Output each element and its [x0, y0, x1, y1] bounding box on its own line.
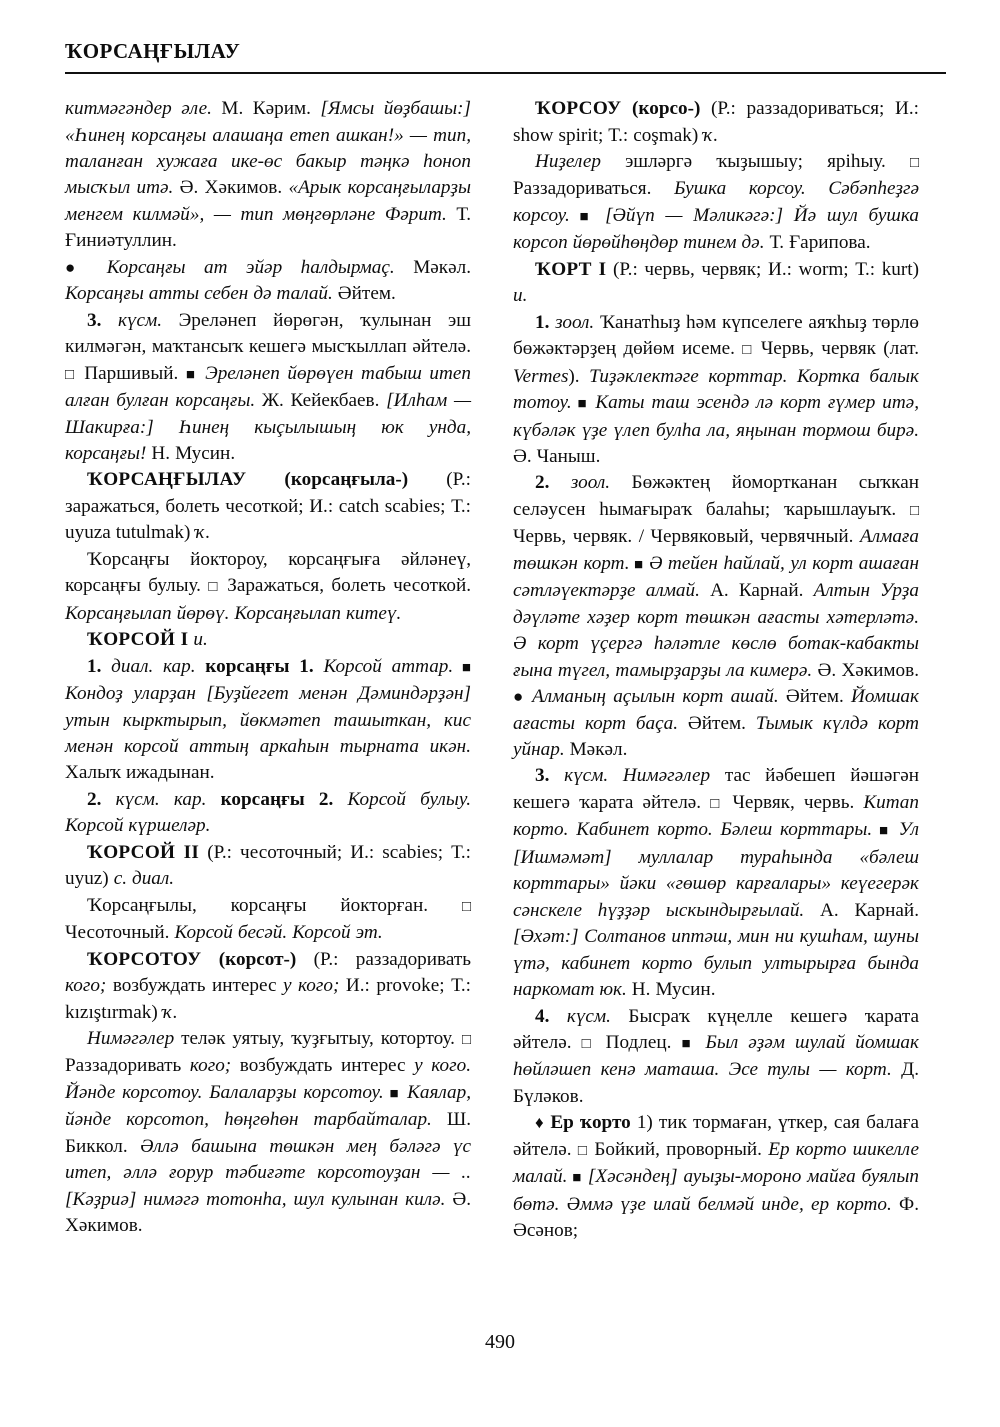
- gloss-text: Ҡанатһыҙ һәм күпселеге аяҡһыҙ төрлө бөжәктәрҙең дөйөм исеме.: [513, 311, 920, 360]
- example-text: Корсаңғы ат эйәр һалдырмаç.: [106, 256, 395, 278]
- example-text: Тиҙәклектәге корттар. Кортка балык тотоу.: [513, 365, 919, 414]
- left-sense-block: [65, 1026, 471, 1240]
- gloss-text: (Р.: раззадоривать: [296, 948, 472, 970]
- example-text: Кондоҙ уларҙан [Буҙйегет менән Дәминдәрҙән] утын кырктырып, йөкмәтеп ташыткан, кис менән корсой аттың аркаһын тырната икән.: [65, 683, 471, 757]
- gloss-text: Червяк, червь.: [723, 791, 864, 813]
- example-text: Корсой аттар.: [313, 655, 454, 677]
- marker-dot: ●: [513, 687, 533, 707]
- left-entry-block: [65, 467, 471, 546]
- bold-reference: Ер ҡорто: [550, 1112, 631, 1134]
- gloss-text: Әйтем.: [332, 283, 396, 305]
- marker-sq-filled: ■: [571, 396, 589, 413]
- example-text: Алманың аçылын корт ашай.: [532, 686, 779, 708]
- bold-reference: корсаңғы 2.: [206, 788, 334, 810]
- bold-reference: корсаңғы 1.: [195, 655, 314, 677]
- running-head: ҠОРСАҢҒЫЛАУ: [65, 39, 241, 63]
- gloss-text: возбуждать интерес: [106, 975, 284, 997]
- example-text: диал. кар.: [101, 655, 196, 677]
- right-sense-block: [513, 1004, 919, 1111]
- gloss-text: эшләргә ҡыҙышыу; яріһыу.: [600, 151, 910, 172]
- headword: ҠОРСАҢҒЫЛАУ: [87, 469, 247, 491]
- example-text: Нимәгәлер: [87, 1027, 175, 1049]
- example-text: Йомшак ағасты корт баça.: [513, 686, 920, 734]
- sense-number: 1.: [87, 655, 102, 677]
- running-head-rule: [65, 72, 946, 74]
- marker-sq-open: □: [909, 155, 919, 171]
- gloss-text: М. Кәрим.: [211, 98, 321, 120]
- gloss-text: ).: [568, 365, 590, 387]
- example-text: Корсаңғылап йөрөү. Корсаңғылап китеү.: [65, 602, 402, 624]
- marker-sq-filled: ■: [872, 823, 891, 840]
- example-text: [Илһам — Шакирға:] Һинең кыçылышың юк унда, корсаңғы!: [65, 390, 472, 464]
- example-text: Алмаға төшкән корт.: [513, 526, 919, 574]
- marker-sq-filled: ■: [569, 208, 595, 225]
- gloss-text: Ә. Хәкимов.: [65, 1188, 471, 1237]
- gloss-text: Ф. Әсәнов;: [513, 1193, 920, 1242]
- left-continuation-block: [65, 96, 471, 255]
- example-text: Каты таш эсендә лә корт ғүмер итә, күбәләк үҙе үлеп булһа ла, яңынан тормош бирә.: [513, 392, 919, 441]
- right-entry-block: [513, 96, 919, 149]
- gloss-text: Н. Мусин.: [626, 979, 716, 1001]
- gloss-text: И.: provoke; Т.: kızıştırmak): [65, 975, 472, 1023]
- example-text: ҡ.: [703, 124, 719, 146]
- right-entry-block: [513, 257, 919, 310]
- example-text: күсм. Нимәгәлер: [549, 765, 711, 787]
- marker-dot: ●: [65, 257, 107, 277]
- example-text: Эреләнеп йөрөүен табыш итеп алған булған корсаңғы.: [65, 362, 471, 412]
- headword-stem: (корсо-): [621, 98, 701, 120]
- example-text: и.: [513, 285, 528, 307]
- example-text: у кого. Йәнде корсотоу. Балаларҙы корсотоу.: [65, 1055, 471, 1103]
- example-text: Китап корто. Кабинет корто. Бәлеш корттары.: [513, 791, 919, 841]
- gloss-text: возбуждать интерес: [231, 1055, 415, 1077]
- gloss-text: А. Карнай.: [699, 580, 814, 602]
- example-text: китмәгәндер әле.: [65, 98, 212, 120]
- gloss-text: Д. Бүләков.: [513, 1059, 919, 1107]
- two-column-body: [65, 96, 945, 1244]
- marker-sq-open: □: [461, 898, 471, 915]
- gloss-text: Ж. Кейекбаев.: [255, 390, 387, 412]
- left-sense-block: [65, 308, 471, 468]
- left-entry-block: [65, 947, 471, 1026]
- example-text: кого;: [189, 1055, 232, 1077]
- example-text: күсм. кар.: [101, 788, 207, 810]
- example-text: Бушка корсоу. Сәбәпһеҙгә корсоу.: [513, 178, 920, 226]
- right-column: [513, 96, 919, 1244]
- gloss-text: Подлец.: [595, 1031, 682, 1053]
- gloss-text: А. Карнай.: [804, 899, 919, 921]
- example-text: Ер корто шикелле малай.: [513, 1138, 919, 1188]
- gloss-text: Эреләнеп йөрөгән, ҡулынан эш килмәгән, маҡтансыҡ кешегә мысҡыллап әйтелә.: [65, 309, 471, 358]
- example-text: Ул [Ишмәмәт] муллалар тураһында «бәлеш корттары» йәки «гөшөр карғалары» кеүегерәк сәнскеле һүҙҙәр ыскындырғылай.: [513, 819, 919, 921]
- example-text: у кого;: [283, 975, 340, 997]
- example-text: [Ямсы йөҙбашы:] «Һинең корсаңғы алашаңа етеп ашкан!»: [65, 98, 471, 146]
- gloss-text: Ш. Биккол.: [65, 1109, 472, 1157]
- example-text: и.: [188, 629, 208, 651]
- marker-sq-filled: ■: [383, 1085, 401, 1102]
- left-sense-block: [65, 893, 471, 947]
- marker-sq-filled: ■: [681, 1035, 696, 1052]
- gloss-text: 1) тик тормаған, үткер, сая балаға әйтелә.: [513, 1112, 919, 1160]
- gloss-text: (Р.: червь, червяк; И.: worm; Т.: kurt): [606, 258, 920, 280]
- gloss-text: Мәкәл.: [394, 256, 471, 278]
- gloss-text: Әйтем.: [678, 712, 756, 734]
- gloss-text: Т. Ғарипова.: [764, 232, 871, 254]
- example-text: с. диал.: [113, 868, 175, 890]
- right-sense-block: [513, 470, 919, 763]
- example-text: «Арык корсаңғыларҙы менгем килмәй», — тип мөңгөрләне Фәрит.: [65, 177, 471, 225]
- right-sense-block: [513, 763, 919, 1003]
- marker-sq-open: □: [909, 502, 919, 519]
- gloss-text: Ә. Хәкимов.: [173, 177, 289, 199]
- sense-number: 3.: [87, 309, 102, 331]
- example-text: Тымык күлдә корт уйнар.: [513, 712, 919, 760]
- left-continuation-block: [65, 255, 471, 308]
- marker-sq-filled: ■: [453, 659, 471, 676]
- example-text: Алтын Урҙа дәүләте хәҙер корт төшкән ағасты хәтерләтә. Ә корт үçергә һәләтле көслө ботак-кабакты ғына түгел, тамырҙарҙы ла кимерә.: [513, 580, 919, 681]
- headword: ҠОРСОУ: [535, 98, 622, 120]
- marker-sq-filled: ■: [567, 1170, 583, 1187]
- right-sense-block: [513, 149, 919, 257]
- sense-number: 1.: [535, 311, 550, 333]
- headword: ҠОРТ I: [535, 258, 607, 280]
- sense-number: 4.: [535, 1005, 550, 1027]
- gloss-text: Ә. Чаныш.: [513, 445, 601, 467]
- left-sense-block: [65, 787, 471, 840]
- gloss-text: (Р.: заражаться, болеть чесоткой; И.: catch scabies; Т.: uyuza tutulmak): [65, 469, 471, 544]
- gloss-text: (Р.: чесоточный; И.: scabies; Т.: uyuz): [65, 841, 471, 890]
- gloss-text: Мәкәл.: [564, 738, 628, 760]
- example-text: [Әйүп — Мәликәгә:] Йә шул бушка корсоп йөрөйһөңдөр тинем дә.: [513, 204, 919, 254]
- marker-sq-open: □: [461, 1031, 471, 1048]
- marker-sq-filled: ■: [185, 366, 198, 383]
- headword: ҠОРСОЙ II: [87, 841, 200, 863]
- gloss-text: Ҡорсаңғылы, корсаңғы йокторған.: [87, 894, 462, 916]
- gloss-text: Т. Ғиниәтуллин.: [65, 203, 472, 252]
- gloss-text: Ҡорсаңғы йоктороу, корсаңғыға әйләнеү, корсаңғы булыу.: [65, 548, 471, 597]
- marker-sq-open: □: [577, 1142, 589, 1159]
- gloss-text: теләк уятыу, ҡуҙғытыу, котортоу.: [174, 1027, 462, 1049]
- headword: ҠОРСОТОУ: [87, 948, 202, 970]
- gloss-text: Бөжәктең йомортканан сыҡкан селәусен һымағыраҡ балаһы; ҡарышлауыҡ.: [513, 472, 919, 520]
- example-text: Был әҙәм шулай йомшак һөйләшеп кенә маташа. Эсе тулы — корт.: [513, 1031, 919, 1081]
- marker-sq-open: □: [742, 342, 754, 359]
- example-text: — тип, таланған хужаға ике-өс бакыр тәңкә һоноп мысҡыл итә.: [65, 124, 471, 199]
- right-idiom-block: [513, 1110, 919, 1244]
- example-text: Корсой бесәй. Корсой эт.: [174, 922, 383, 944]
- right-sense-block: [513, 310, 919, 471]
- example-text: кого;: [65, 975, 107, 997]
- marker-sq-open: □: [208, 579, 220, 596]
- left-sense-block: [65, 547, 471, 627]
- gloss-text: Заражаться, болеть чесоткой.: [219, 575, 472, 597]
- left-sense-block: [65, 654, 471, 787]
- example-text: Ниҙелер: [535, 151, 601, 172]
- left-entry-block: [65, 627, 471, 653]
- gloss-text: (Р.: раззадориваться; И.: show spirit; Т.: coşmak): [513, 98, 920, 146]
- marker-sq-filled: ■: [629, 556, 644, 573]
- marker-diamond: ♦: [535, 1113, 551, 1133]
- gloss-text: Раззадоривать: [65, 1055, 190, 1077]
- gloss-text: Червь, червяк. / Червяковый, червячный.: [513, 526, 860, 548]
- gloss-text: тас йәбешеп йәшәгән кешегә ҡарата әйтелә.: [513, 765, 919, 813]
- headword: ҠОРСОЙ I: [87, 629, 189, 651]
- gloss-text: Паршивый.: [76, 362, 186, 384]
- gloss-text: Н. Мусин.: [146, 442, 236, 464]
- sense-number: 2.: [87, 788, 102, 810]
- gloss-text: Червь, червяк (лат.: [753, 338, 919, 360]
- example-text: [Әхәт:] Солтанов иптәш, мин ни кушһам, шуны үтә, кабинет корто булып ултырырға бында наркомат юк.: [513, 926, 919, 1001]
- headword-stem: (корсот-): [201, 948, 297, 970]
- example-text: зоол.: [549, 472, 611, 494]
- example-text: Vermes: [513, 365, 569, 387]
- sense-number: 3.: [535, 765, 550, 787]
- gloss-text: Быcраҡ күңелле кешегә ҡарата әйтелә.: [513, 1005, 920, 1053]
- page-number: 490: [485, 1331, 515, 1353]
- example-text: [Хәсәндең] ауыҙы-мороно майға буялып бөтә. Әммә үҙе илай белмәй инде, ер корто.: [513, 1166, 919, 1215]
- example-text: Әллә башына төшкән мең бәләгә үс итеп, әллә ғорур тәбиғәте корсотоуҙан — .. [Кәҙриә] нимәгә тотонһа, шул кулынан килә.: [65, 1135, 471, 1210]
- marker-sq-open: □: [581, 1035, 596, 1052]
- marker-sq-open: □: [65, 366, 77, 383]
- example-text: зоол.: [549, 311, 595, 333]
- marker-sq-open: □: [710, 795, 724, 812]
- example-text: Ә тейен һайлай, ул корт ашаған сәтләүектәрҙе алмай.: [513, 552, 920, 602]
- gloss-text: Әйтем.: [778, 686, 851, 708]
- sense-number: 2.: [535, 472, 550, 494]
- example-text: Каялар, йәнде корсотоп, һөңгөһөн тарбайталар.: [65, 1081, 472, 1131]
- gloss-text: Ә. Хәкимов.: [812, 659, 919, 681]
- example-text: ҡ.: [195, 522, 211, 544]
- example-text: Корсой булыу. Корсой күршеләр.: [65, 788, 471, 837]
- example-text: күсм.: [549, 1005, 611, 1027]
- example-text: ҡ.: [162, 1001, 178, 1023]
- example-text: Корсаңғы атты себен дә талай.: [65, 283, 333, 305]
- left-column: [65, 96, 471, 1239]
- gloss-text: Чесоточный.: [65, 922, 175, 944]
- gloss-text: Халыҡ ижадынан.: [65, 762, 215, 784]
- example-text: күсм.: [101, 309, 163, 331]
- gloss-text: Раззадориваться.: [513, 178, 675, 200]
- left-entry-block: [65, 840, 471, 893]
- gloss-text: Бойкий, проворный.: [588, 1138, 769, 1160]
- headword-stem: (корсаңғыла-): [246, 469, 409, 491]
